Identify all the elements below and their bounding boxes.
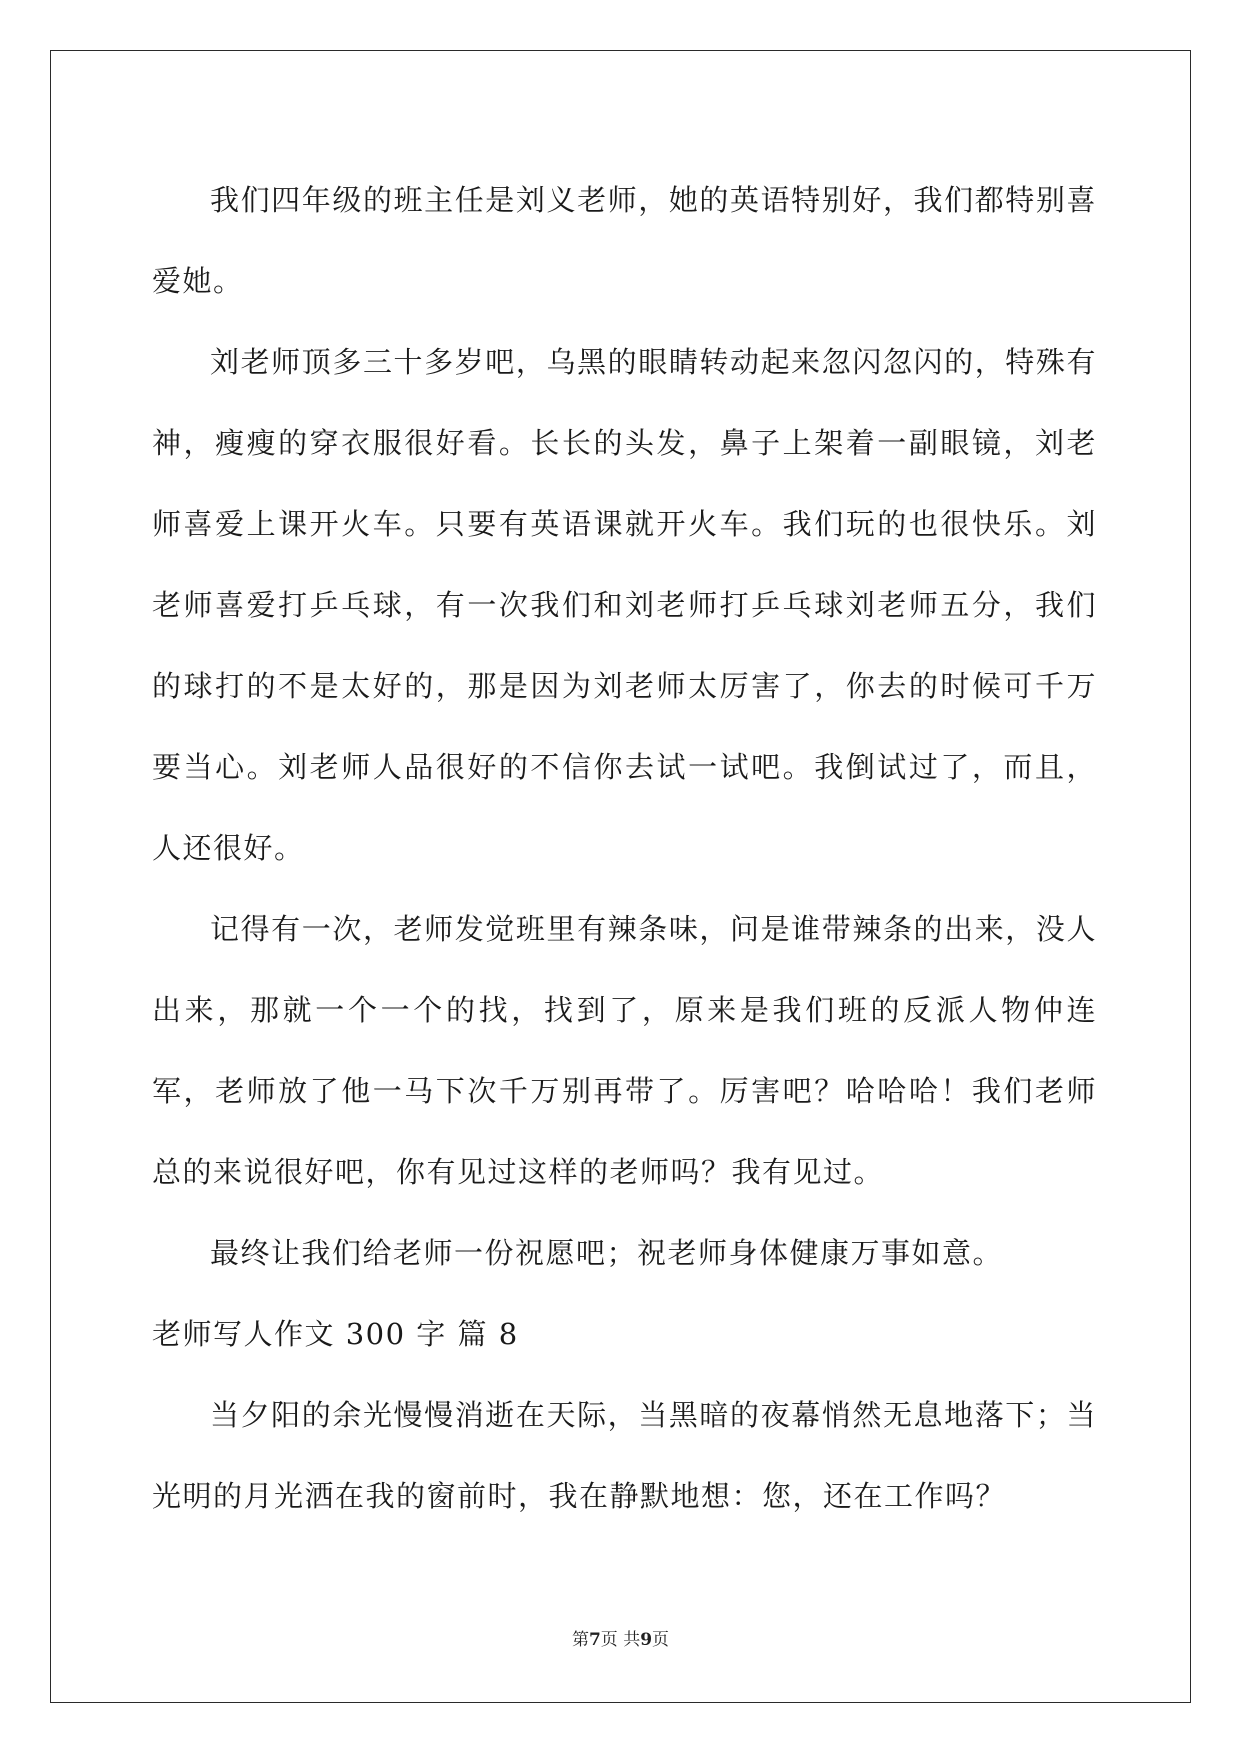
paragraph-3: 记得有一次，老师发觉班里有辣条味，问是谁带辣条的出来，没人出来，那就一个一个的找，找到了，原来是我们班的反派人物仲连军，老师放了他一马下次千万别再带了。厉害吧？哈哈哈！我们老师总的来说很好吧，你有见过这样的老师吗？我有见过。 [152, 912, 1097, 1189]
footer-prefix: 第 [571, 1630, 589, 1650]
paragraph-4: 最终让我们给老师一份祝愿吧；祝老师身体健康万事如意。 [210, 1236, 1004, 1270]
current-page-number: 7 [588, 1630, 601, 1650]
total-page-number: 9 [640, 1630, 653, 1650]
footer-suffix: 页 [652, 1630, 670, 1650]
paragraph-5: 当夕阳的余光慢慢消逝在天际，当黑暗的夜幕悄然无息地落下；当光明的月光洒在我的窗前时，我在静默地想：您，还在工作吗？ [152, 1398, 1097, 1513]
footer-mid: 页 共 [600, 1630, 641, 1650]
paragraph-1: 我们四年级的班主任是刘义老师，她的英语特别好，我们都特别喜爱她。 [152, 183, 1097, 298]
document-body [152, 160, 1097, 1537]
page-footer [0, 1625, 1241, 1650]
paragraph-2: 刘老师顶多三十多岁吧，乌黑的眼睛转动起来忽闪忽闪的，特殊有神，瘦瘦的穿衣服很好看。长长的头发，鼻子上架着一副眼镜，刘老师喜爱上课开火车。只要有英语课就开火车。我们玩的也很快乐。刘老师喜爱打乒乓球，有一次我们和刘老师打乒乓球刘老师五分，我们的球打的不是太好的，那是因为刘老师太厉害了，你去的时候可千万要当心。刘老师人品很好的不信你去试一试吧。我倒试过了，而且，人还很好。 [152, 345, 1097, 865]
section-heading: 老师写人作文 300 字 篇 8 [152, 1317, 519, 1351]
